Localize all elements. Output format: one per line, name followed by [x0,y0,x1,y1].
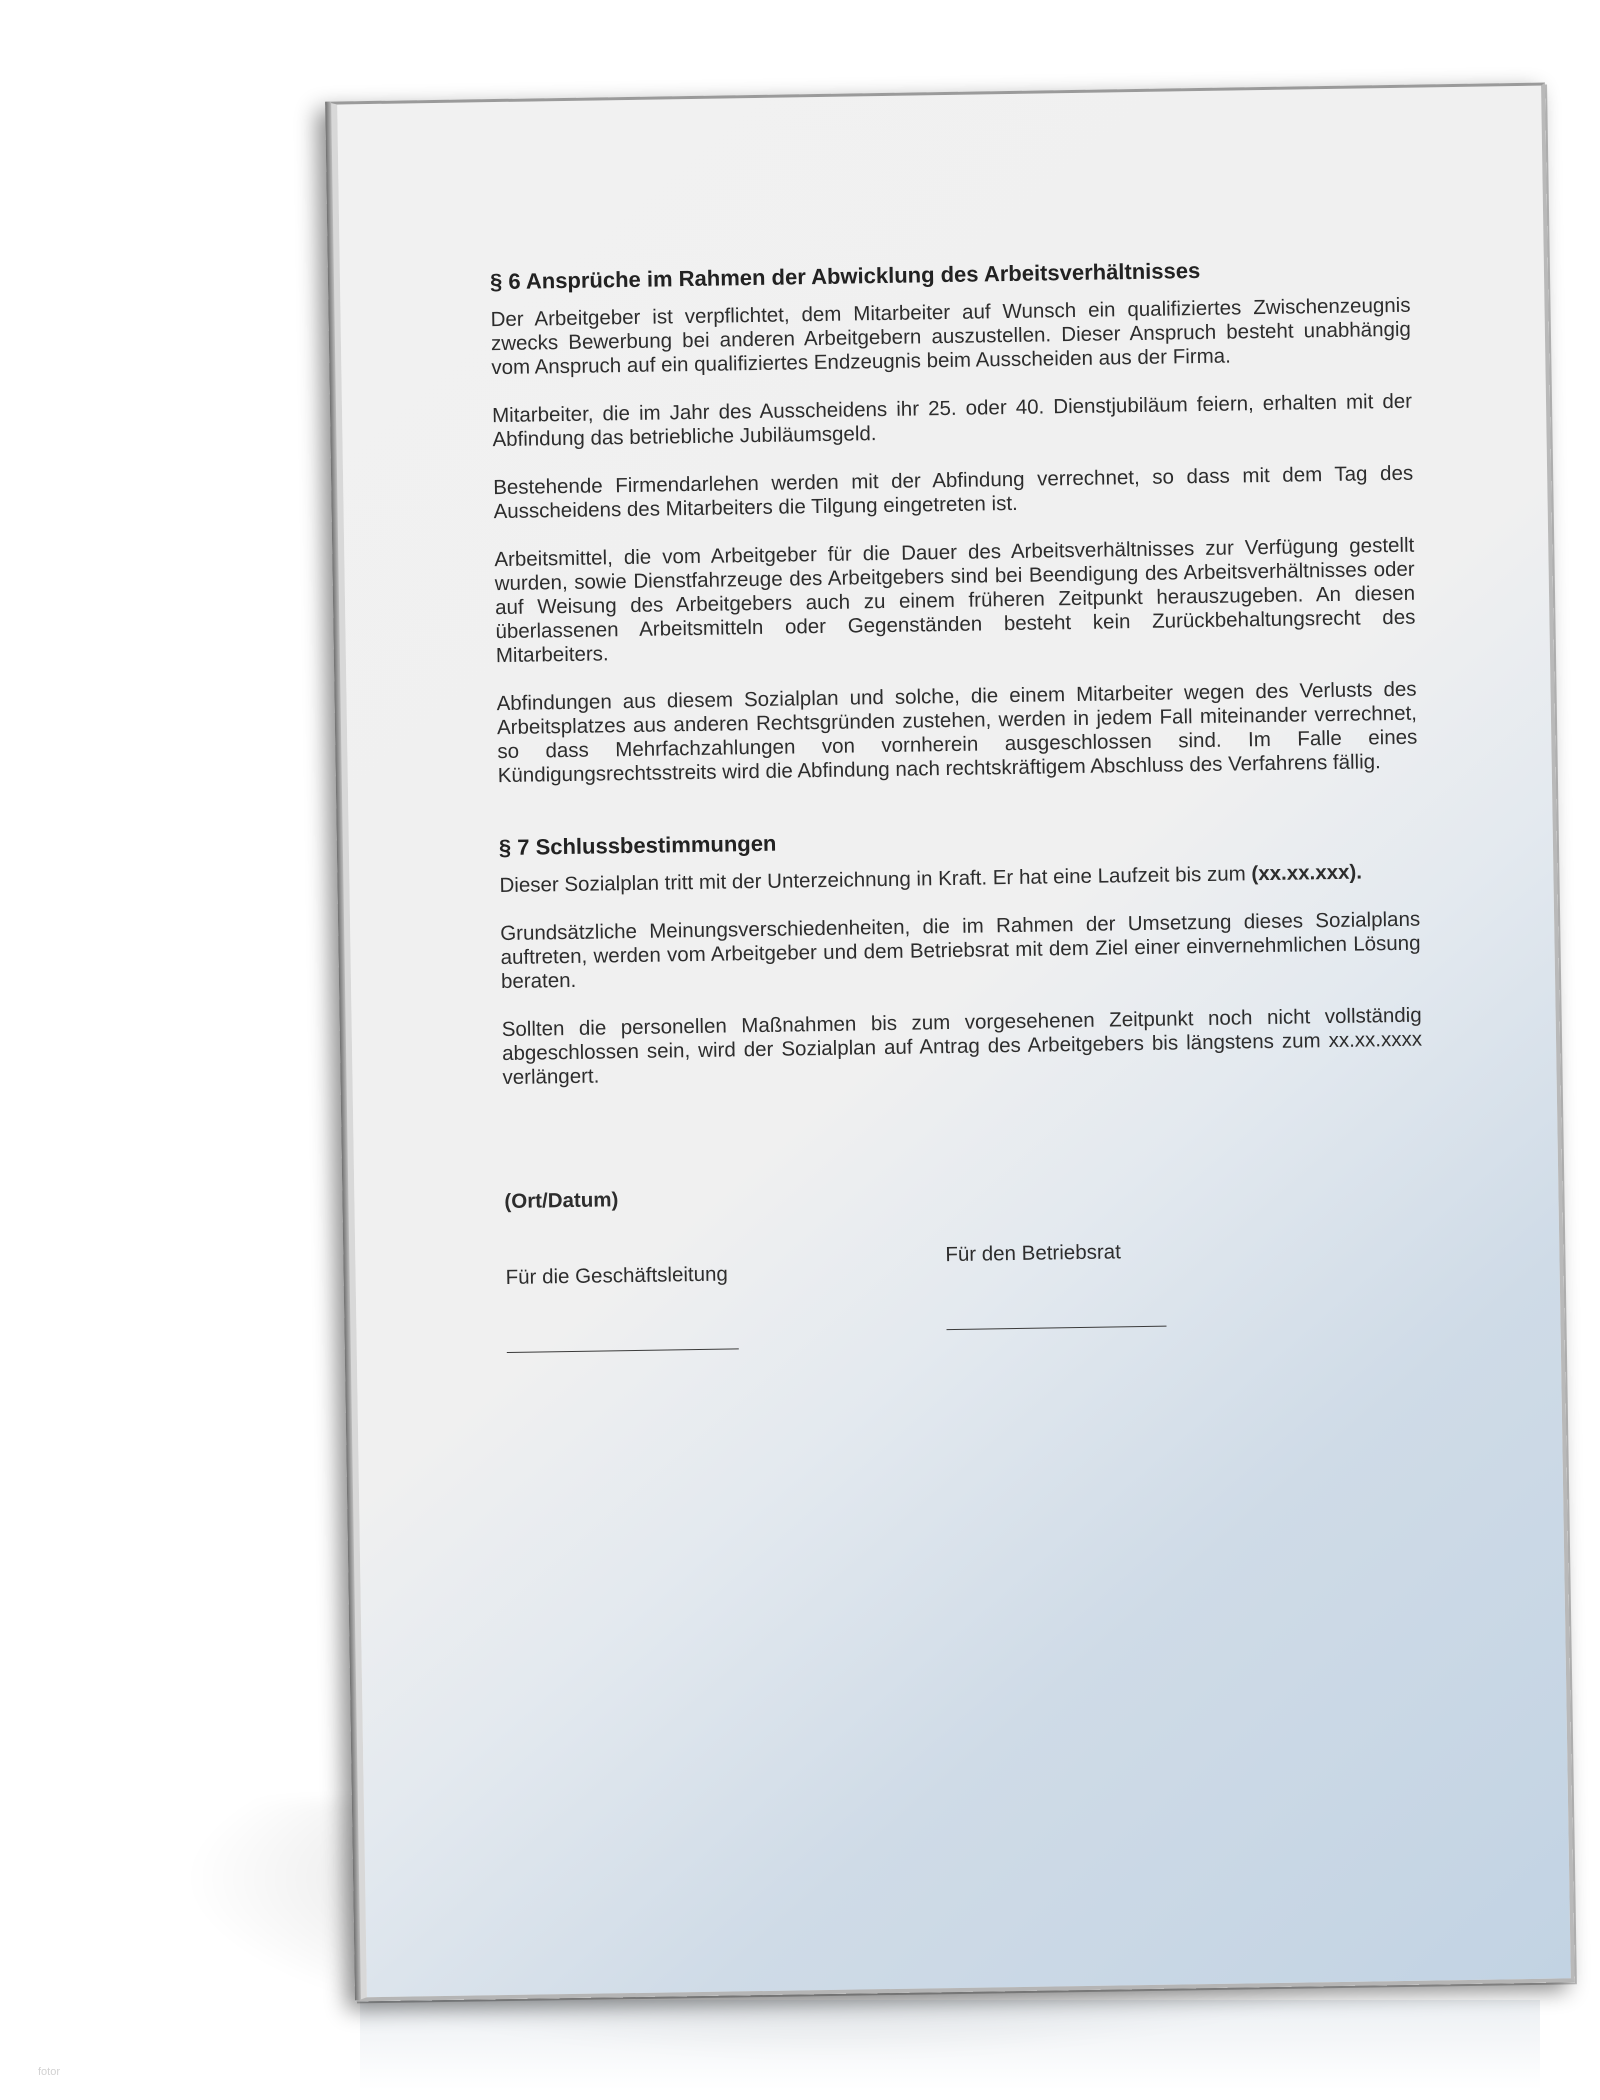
section6-paragraph-3: Bestehende Firmendarlehen werden mit der Abfindung verrechnet, so dass mit dem Tag des Ausscheidens des Mitarbeiters die Tilgung eingetreten ist. [493,461,1414,524]
signature-works-council [945,1239,1186,1330]
term-end-date: (xx.xx.xxx). [1251,860,1363,886]
section6-heading: § 6 Ansprüche im Rahmen der Abwicklung des Arbeitsverhältnisses [489,257,1201,295]
signature-management [505,1262,746,1353]
document-content [490,256,1428,1398]
section6-paragraph-1: Der Arbeitgeber ist verpflichtet, dem Mitarbeiter auf Wunsch ein qualifiziertes Zwischenzeugnis zwecks Bewerbung bei anderen Arbeitgebern auszustellen. Dieser Anspruch besteht unabhängig vom Anspruch auf ein qualifiziertes Endzeugnis beim Ausscheiden aus der Firma. [490,293,1412,380]
section7-paragraph-1 [499,860,1419,898]
section6-paragraph-5: Abfindungen aus diesem Sozialplan und solche, die einem Mitarbeiter wegen des Verlusts des Arbeitsplatzes aus anderen Rechtsgründen zustehen, werden in jedem Fall miteinander verrechnet, so dass Mehrfachzahlungen von vornherein ausgeschlossen sind. Im Falle eines Kündigungsrechtsstreits wird die Abfindung nach rechtskräftigem Abschluss des Verfahrens fällig. [496,677,1418,788]
signature-works-council-line [947,1326,1167,1330]
section7-paragraph-1-text: Dieser Sozialplan tritt mit der Unterzeichnung in Kraft. Er hat eine Laufzeit bis zum [499,862,1252,898]
signature-works-council-label: Für den Betriebsrat [945,1240,1121,1267]
section7-paragraph-2: Grundsätzliche Meinungsverschiedenheiten, die im Rahmen der Umsetzung dieses Sozialplans auftreten, werden vom Arbeitgeber und dem Betriebsrat mit dem Ziel einer einvernehmlichen Lösung beraten. [500,907,1421,994]
signature-management-label: Für die Geschäftsleitung [505,1262,729,1290]
section7-paragraph-3: Sollten die personellen Maßnahmen bis zum vorgesehenen Zeitpunkt noch nicht vollständig abgeschlossen sein, wird der Sozialplan auf Antrag des Arbeitgebers bis längstens zum xx.xx.xxxx verlängert. [501,1003,1423,1090]
document-sheet [325,83,1575,2002]
section6-paragraph-4: Arbeitsmittel, die vom Arbeitgeber für die Dauer des Arbeitsverhältnisses zur Verfügung gestellt wurden, sowie Dienstfahrzeuge des Arbeitgebers sind bei Beendigung des Arbeitsverhältnisses oder auf Weisung des Arbeitgebers auch zu einem früheren Zeitpunkt herauszugeben. An diesen überlassenen Arbeitsmitteln oder Gegenständen besteht kein Zurückbehaltungsrecht des Mitarbeiters. [494,533,1416,668]
sheet-reflection [360,2000,1540,2090]
signature-management-line [507,1348,739,1353]
watermark-text: fotor [38,2066,61,2078]
place-date-label: (Ort/Datum) [504,1188,619,1214]
section6-paragraph-2: Mitarbeiter, die im Jahr des Ausscheidens ihr 25. oder 40. Dienstjubiläum feiern, erhalten mit der Abfindung das betriebliche Jubiläumsgeld. [491,389,1413,452]
signature-block [505,1240,1427,1398]
section7-heading: § 7 Schlussbestimmungen [498,830,777,861]
